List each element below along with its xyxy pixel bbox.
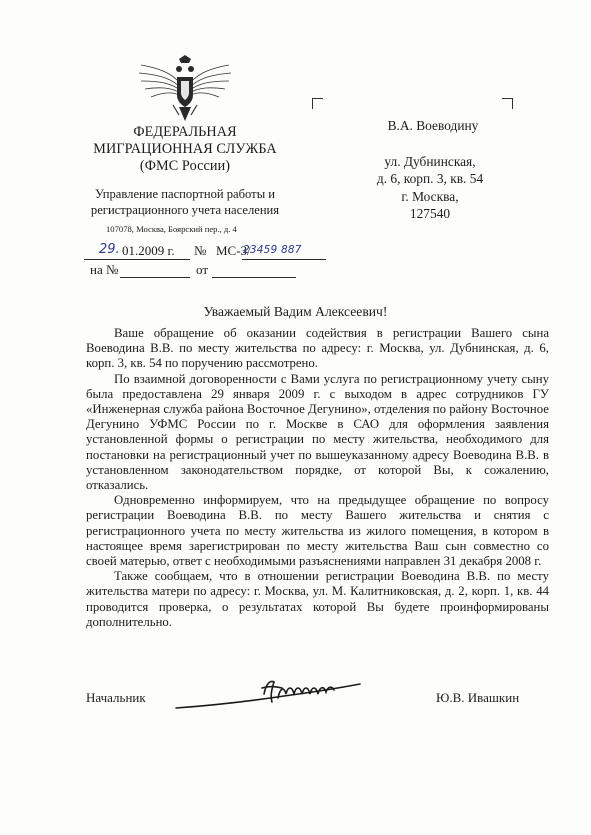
department-line: Управление паспортной работы и	[94, 187, 276, 201]
department-name	[60, 186, 310, 218]
date-underline	[84, 259, 190, 260]
number-handwritten: 23459 887	[243, 244, 302, 256]
signatory-name: Ю.В. Ивашкин	[436, 690, 520, 705]
agency-line: ФЕДЕРАЛЬНАЯ	[133, 124, 237, 140]
recipient-city: г. Москва,	[401, 188, 459, 204]
number-printed: МС-3/	[216, 243, 251, 258]
body-paragraph: Также сообщаем, что в отношении регистрации Воеводина В.В. по месту жительства матери по адресу: г. Москва, ул. М. Калитниковская, д. 2, корп. 1, кв. 44 проводится проверка, о результатах которой Вы будете проинформированы дополнительно.	[86, 569, 549, 629]
sender-address: 107078, Москва, Боярский пер., д. 4	[106, 224, 237, 234]
recipient-house: д. 6, корп. 3, кв. 54	[376, 171, 484, 186]
agency-name	[60, 124, 310, 175]
recipient-address	[360, 153, 500, 223]
recipient-name: В.А. Воеводину	[387, 118, 479, 133]
recipient-corner-mark	[502, 98, 513, 109]
body-paragraph: По взаимной договоренности с Вами услуга по регистрационному учету сыну была предоставлена 29 января 2009 г. с выходом в адрес сотрудников ГУ «Инженерная служба района Восточное Дегунино», отделения по району Восточное Дегунино УФМС России по г. Москве в САО для оформления заявления установленной формы о регистрации по месту жительства, необходимого для постановки на регистрационный учет по вышеуказанному адресу Воеводина В.В. в установленном законодательством порядке, от которой Вы, к сожалению, отказались.	[86, 371, 549, 493]
body-paragraph: Ваше обращение об оказании содействия в регистрации Вашего сына Воеводина В.В. по месту жительства по адресу: г. Москва, ул. Дубнинская, д. 6, корп. 3, кв. 54 по поручению рассмотрено.	[86, 326, 549, 371]
signatory-title: Начальник	[86, 690, 146, 705]
eagle-emblem-icon	[135, 55, 235, 123]
date-printed: 01.2009 г.	[122, 243, 175, 258]
recipient-corner-mark	[312, 98, 323, 109]
agency-line: МИГРАЦИОННАЯ СЛУЖБА	[93, 141, 277, 157]
reference-date-label: от	[196, 262, 209, 277]
recipient-postcode: 127540	[409, 206, 451, 221]
recipient-block	[360, 117, 500, 223]
number-sign: №	[194, 243, 207, 258]
agency-line: (ФМС России)	[139, 158, 231, 174]
department-line: регистрационного учета населения	[90, 203, 280, 217]
number-underline	[242, 259, 326, 260]
reference-line	[90, 262, 310, 280]
outgoing-date-number	[82, 243, 327, 263]
reference-date-blank	[212, 277, 296, 278]
reference-number-label: на №	[90, 262, 119, 277]
reference-number-blank	[120, 277, 190, 278]
greeting: Уважаемый Вадим Алексеевич!	[203, 304, 388, 319]
sender-block	[60, 124, 310, 218]
letter-body	[86, 326, 549, 630]
body-paragraph: Одновременно информируем, что на предыдущее обращение по вопросу регистрации Воеводина В.В. по месту Вашего жительства и снятия с регистрационного учета по месту жительства из жилого помещения, в котором в настоящее время зарегистрирован по месту жительства Ваш сын совместно со своей матерью, ответ с необходимыми разъяснениями направлен 31 декабря 2008 г.	[86, 493, 549, 569]
handwritten-signature-icon	[174, 676, 364, 712]
date-handwritten: 29.	[99, 242, 120, 257]
recipient-street: ул. Дубнинская,	[384, 153, 476, 169]
